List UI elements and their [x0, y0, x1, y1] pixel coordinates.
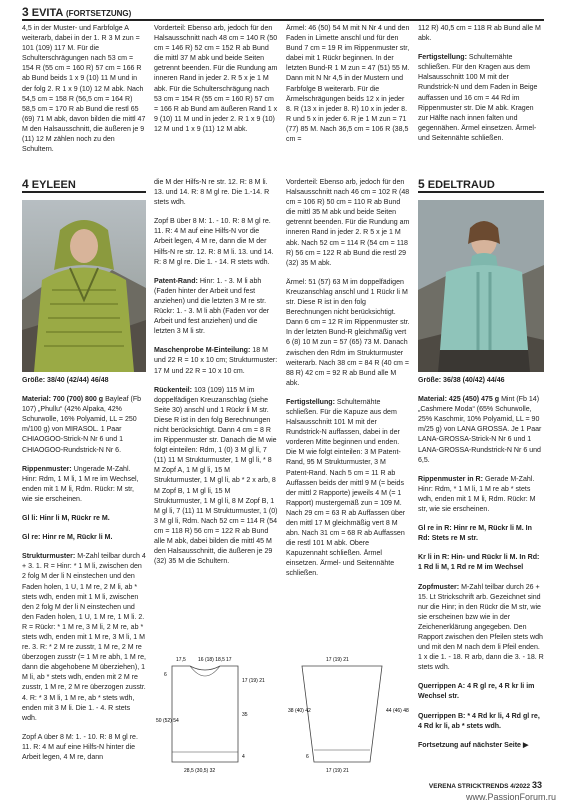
evita-text-1: 4,5 in der Muster- und Farbfolge A weiterarb, dabei in der 1. R 3 M zun = 101 (109) 117 M. Für die Schulterschrägungen nach 53 cm = 154 R (55 cm = 160 R) 57 cm = 166 R ab Bund beids 1 x 9 (10) 11 M und in der folg 2. R 1 x 9 (10) 12 M abk. Nach 54,5 cm = 158 R (56,5 cm = 164 R) 58,5 cm = 170 R ab Bund die restl 65 (69) 71 M abk, davon bilden die mittl 47 M den Halsausschnitt, die äußeren je 9 (11) 12 M zählen noch zu den Schultern. — [22, 25, 146, 154]
edeltraud-zopf: M-Zahl teilbar durch 26 + 15. Lt Strickschrift arb. Gezeichnet sind nur die Hinr; in den Rückr die M str, wie sie erscheinen bzw wie in der Zeichenerklärung angegeben. Den Rapport zwischen den Pfeilen stets wdh und mit den M nach dem li Pfeil enden. 1 x die 1. - 18. R arb, dann die 3. - 18. R stets wdh. — [418, 583, 544, 672]
eyleen-col-2 — [154, 178, 278, 648]
eyleen-vorder: Vorderteil: Ebenso arb, jedoch für den Halsausschnitt nach 46 cm = 102 R (48 cm = 106 R) 50 cm = 110 R ab Bund die mittl 35 M abk und beide Seiten getrennt beenden. Für die Rundung am inneren Rand in jeder 2. R 5 x je 1 M abk. Nach 52 cm = 114 R (54 cm = 118 R) 56 cm = 122 R ab Bund die restl 29 (32) 35 M abk. — [286, 179, 410, 267]
section-header-eyleen — [22, 178, 146, 193]
struktur-label: Strukturmuster: — [22, 553, 76, 561]
eyleen-struktur: M-Zahl teilbar durch 4 + 3. 1. R = Hinr: * 1 M li, zwischen den 2 folg M der li N einstechen und den Faden holen, 1 U, 1 M re, 2 M li, ab * stets wdh, enden mit 1 M li, zwischen den 2 folg M der li N einstechen und den Faden holen, 1 U, 1 M re, 1 M li. 2. R = Rückr: * 1 M re, 3 M li, 2 M re, ab * stets wdh, enden mit 1 M re, 3 M li, 1 M re. 3. R: * 2 M re zusstr, 1 M re, 2 M re überzogen zusstr (= 1 M re abh, 1 M re, dann die abgehobene M überziehen), 1 M li, ab * stets wdh, enden mit 2 M re zusstr, 1 M re, 2 M re überzogen zusstr. 4. R: * 3 M li, 1 M re, ab * stets wdh, enden mit 3 M li. Die 1. - 4. R stets wdh. — [22, 553, 146, 722]
eyleen-ruecken: 103 (109) 115 M im doppelfädigen Kreuzanschlag (siehe Seite 30) anschl und 1 Rückr li M str. Diese R ist in den folg Berechnungen nicht berücksichtigt. Dann 4 cm = 8 R im Rippenmuster str. Danach die M wie folgt einteilen: Rdm, 1 (0) 3 M gl li, 7 (11) 11 M Strukturmuster, 1 M gl li, * 8 M Zopf A, 1 M gl li, 15 M Strukturmuster, 1 M gl li, ab * 2 x arb, 8 M Zopf B, 1 M gl li, 15 M Strukturmuster, 1 M gl li, 8 M Zopf B, 1 M gl li, 7 (11) 11 M Strukturmuster, 1 (0) 3 M gl li, Rdm. Nach 52 cm = 114 R (54 cm = 118 R) 56 cm = 122 R ab Bund alle M abk, dabei bilden die mittl 45 M den Halsausschnitt, die äußeren je 29 (32) 35 M die Schultern. — [154, 386, 278, 566]
eyleen-col-1 — [22, 376, 146, 776]
fert-label: Fertigstellung: — [418, 54, 467, 62]
page-number: 33 — [531, 780, 542, 790]
eyleen-col-3 — [286, 178, 410, 648]
evita-text-4: 112 R) 40,5 cm = 118 R ab Bund alle M abk. — [418, 25, 541, 43]
edeltraud-querB: Querrippen B: * 4 Rd kr li, 4 Rd gl re, 4 Rd kr li, ab * stets wdh. — [418, 712, 540, 730]
patent-label: Patent-Rand: — [154, 277, 198, 285]
dim-label: 17 (19) 21 — [326, 657, 349, 663]
edeltraud-photo — [418, 200, 544, 372]
watermark: www.PassionForum.ru — [465, 792, 556, 800]
section-header-evita — [22, 6, 544, 21]
ripp-label: Rippenmuster: — [22, 465, 72, 473]
evita-text-2: Vorderteil: Ebenso arb, jedoch für den Halsausschnitt nach 48 cm = 140 R (50 cm = 146 R) 52 cm = 152 R ab Bund die mittl 37 M abk und beide Seiten getrennt beenden. Für die Rundung am inneren Rand in jeder 2. R 5 x je 1 M abk. Für die Schulterschrägung nach 53 cm = 154 R (55 cm = 160 R) 57 cm = 166 R ab Bund am äußeren Rand 1 x 9 (10) 11 M und in jeder 2. R 1 x 9 (10) 12 M und 1 x 9 (11) 12 M abk. — [154, 25, 278, 133]
edeltraud-material: Mint (Fb 14) „Cashmere Moda“ (65% Schurwolle, 25% Kaschmir, 10% Polyamid, LL = 90 m/25 g) von LANA GROSSA. Je 1 Paar LANA-GROSSA-Strick-N Nr 6 und 1 LANA-GROSSA-Rundstrick-N Nr 6 und 6,5. — [418, 396, 542, 464]
header-title: EVITA — [31, 7, 63, 19]
zopf-label: Zopfmuster: — [418, 583, 460, 591]
dim-label: 17 (19) 21 — [242, 678, 265, 684]
eyleen-zopfa: Zopf A über 8 M: 1. - 10. R: 8 M gl re. 11. R: 4 M auf eine Hilfs-N hinter die Arbeit legen, 4 M re, dann — [22, 733, 138, 761]
eyleen-ripp: Ungerade M-Zahl. Hinr: Rdm, 1 M li, 1 M re im Wechsel, enden mit 1 M li, Rdm. Rückr: M str, wie sie erscheinen. — [22, 465, 139, 503]
edeltraud-size: Größe: 36/38 (40/42) 44/46 — [418, 377, 505, 384]
dim-label: 38 (40) 42 — [288, 708, 311, 714]
evita-text-3: Ärmel: 46 (50) 54 M mit N Nr 4 und den Faden in Limette anschl und für den Bund 7 cm = 19 R im Rippenmuster str, dabei mit 1 Rückr beginnen. In der letzten Bund-R 1 M zun = 47 (51) 55 M. Dann mit N Nr 4,5 in der Mustern und Farbfolge B weiterarb. Für die Ärmelschrägungen beids 12 x in jeder 8. R (13 x in jeder 8. R) 10 x in jeder 8. R und 5 x in jeder 6. R je 1 M zun = 71 (77) 85 M. Nach 36,5 cm = 106 R (38,5 cm = — [286, 25, 410, 144]
eyleen-glli: Gl li: Hinr li M, Rückr re M. — [22, 515, 110, 523]
eyleen-photo — [22, 200, 146, 372]
evita-col-1 — [22, 24, 146, 156]
header-number: 4 — [22, 177, 29, 191]
material-label: Material: 700 (700) 800 g — [22, 396, 104, 404]
fert-label: Fertigstellung: — [286, 398, 335, 406]
edeltraud-col — [418, 376, 544, 768]
material-label: Material: 425 (450) 475 g — [418, 396, 500, 404]
evita-fert: Schulternähte schließen. Für den Kragen aus dem Halsausschnitt 100 M mit der Rundstrick-N und dem Faden in Beige auffassen und 16 cm = 44 Rd im Rippenmuster str. Die M abk. Kragen zur Hälfte nach innen falten und gegennähen. Ärmel einsetzen. Ärmel- und Seitennähte schließen. — [418, 54, 538, 142]
eyleen-maschen: 18 M und 22 R = 10 x 10 cm; Strukturmuster: 17 M und 22 R = 10 x 10 cm. — [154, 347, 278, 375]
edeltraud-ripp: Gerade M-Zahl. Hinr: Rdm, * 1 M li, 1 M re ab * stets wdh, enden mit 1 M li, Rdm. Rückr: M str, wie sie erscheinen. — [418, 475, 536, 514]
edeltraud-querA: Querrippen A: 4 R gl re, 4 R kr li im Wechsel str. — [418, 683, 535, 701]
dim-label: 28,5 (30,5) 32 — [184, 768, 216, 774]
dim-label: 6 — [306, 754, 309, 760]
dim-label: 4 — [242, 754, 245, 760]
dim-label: 44 (46) 48 — [386, 708, 409, 714]
eyleen-zopfb: Zopf B über 8 M: 1. - 10. R: 8 M gl re. 11. R: 4 M auf eine Hilfs-N vor die Arbeit legen, 4 M re, dann die M der Hilfs-N re str. 12. R: 8 M li. 13. und 14. R: 8 M gl re. Die 1. - 14. R stets wdh. — [154, 218, 274, 266]
eyleen-col2-top: die M der Hilfs-N re str. 12. R: 8 M li. 13. und 14. R: 8 M gl re. Die 1.-14. R stets wdh. — [154, 179, 270, 207]
footer-text: VERENA STRICKTRENDS 4/2022 — [428, 783, 531, 790]
evita-col-2 — [154, 24, 278, 156]
dim-label: 17 — [226, 657, 232, 663]
dim-label: 50 (52) 54 — [156, 718, 179, 724]
dim-label: 6 — [164, 672, 167, 678]
eyleen-patent: Hinr: 1. - 3. M li abh (Faden hinter der Arbeit und fest anziehen) und die letzten 3 M re str. Rückr: 1. - 3. M li abh (Faden vor der Arbeit und fest anziehen) und die letzten 3 M li str. — [154, 277, 270, 336]
eyleen-size: Größe: 38/40 (42/44) 46/48 — [22, 377, 109, 384]
header-number: 3 — [22, 5, 29, 19]
dim-label: 17 (19) 21 — [326, 768, 349, 774]
dim-label: 17,5 — [176, 657, 186, 663]
maschen-label: Maschenprobe M-Einteilung: — [154, 347, 251, 355]
schematic-sleeve — [286, 652, 410, 778]
section-header-edeltraud — [418, 178, 544, 193]
dim-label: 35 — [242, 712, 248, 718]
header-number: 5 — [418, 177, 425, 191]
evita-col-3 — [286, 24, 410, 156]
eyleen-material: Bayleaf (Fb 107) „Phullu“ (42% Alpaka, 42% Schurwolle, 16% Polyamid, LL = 250 m/100 g) von MIRASOL. 1 Paar CHIAOGOO-Strick-N Nr 6 und 1 CHIAOGOO-Rundstrick-N Nr 6. — [22, 396, 142, 454]
header-title: EYLEEN — [31, 179, 76, 191]
header-title: EDELTRAUD — [427, 179, 495, 191]
edeltraud-glre: Gl re in R: Hinr re M, Rückr li M. In Rd: Stets re M str. — [418, 525, 532, 543]
eyleen-aermel: Ärmel: 51 (57) 63 M im doppelfädigen Kreuzanschlag anschl und 1 Rückr li M str. Diese R ist in den folg Berechnungen nicht berücksichtigt. Dann 6 cm = 12 R im Rippenmuster str. In der letzten Bund-R gleichmäßig vert 6 (8) 10 M zun = 57 (65) 73 M. Danach zwischen den Rdm im Strukturmuster weiterarb. Nach 38 cm = 84 R (40 cm = 88 R) 42 cm = 92 R ab Bund alle M abk. — [286, 278, 410, 387]
evita-col-4 — [418, 24, 544, 174]
eyleen-glre: Gl re: Hinr re M, Rückr li M. — [22, 534, 113, 542]
header-subtitle: (FORTSETZUNG) — [65, 9, 132, 18]
page-footer — [429, 780, 542, 790]
schematic-body — [154, 652, 278, 778]
continue-note: Fortsetzung auf nächster Seite ▶ — [418, 741, 529, 749]
ruecken-label: Rückenteil: — [154, 386, 192, 394]
dim-label: 16 (18) 18,5 — [198, 657, 225, 663]
eyleen-fert: Schulternähte schließen. Für die Kapuze aus dem Halsausschnitt 101 M mit der Rundstrick-N auffassen, dabei in der vorderen Mitte beginnen und enden. Die M wie folgt einteilen: 3 M Patent-Rand, 95 M Strukturmuster, 3 M Patent-Rand. Nach 5 cm = 11 R ab Auffassen beids der mittl 9 M (= beids der mittl 2 Rapporte) jeweils 4 M (= 1 Rapport) mustergemäß zun = 109 M. Nach 29 cm = 63 R ab Auffassen über den mittl 17 M gleichmäßig vert 8 M abn. Nach 31 cm = 68 R ab Auffassen die restl 101 M abk. Obere Kapuzennaht schließen. Ärmel einsetzen. Ärmel- und Seitennähte schließen. — [286, 398, 406, 578]
ripp-label: Rippenmuster in R: — [418, 475, 483, 483]
edeltraud-krli: Kr li in R: Hin- und Rückr li M. In Rd: 1 Rd li M, 1 Rd re M im Wechsel — [418, 554, 540, 572]
